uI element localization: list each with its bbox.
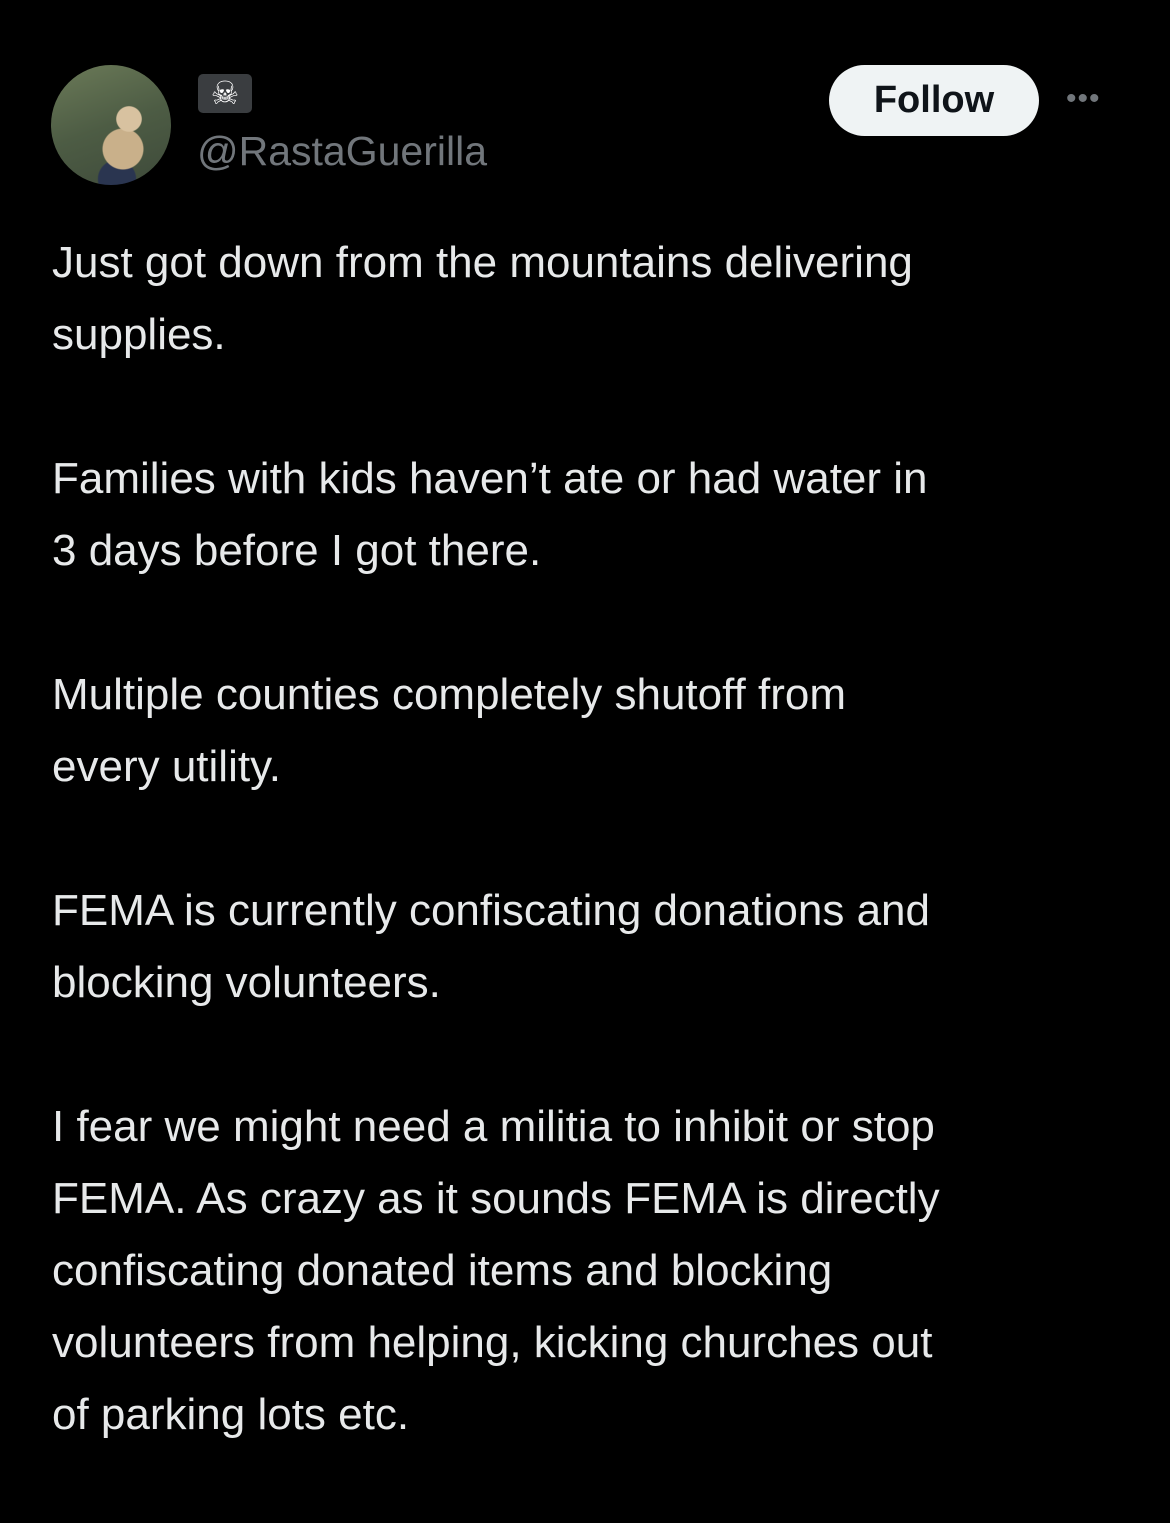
post-line: volunteers from helping, kicking churches out [52,1318,933,1367]
post-text [52,227,940,1523]
post-paragraph [52,875,940,1019]
post-paragraph [52,1091,940,1451]
post-line: of parking lots etc. [52,1390,410,1439]
post-line: Multiple counties completely shutoff from [52,670,846,719]
post-line: supplies. [52,310,226,359]
pirate-flag-display-name[interactable]: ☠ [198,74,252,113]
post-line: Just got down from the mountains delivering [52,238,913,287]
user-handle[interactable]: @RastaGuerilla [197,128,488,174]
post-paragraph [52,443,940,587]
post-line: every utility. [52,742,282,791]
post-line: FEMA. As crazy as it sounds FEMA is directly [52,1174,940,1223]
post-line: Families with kids haven’t ate or had water in [52,454,928,503]
more-options-icon[interactable]: ••• [1066,82,1101,115]
post-line: 3 days before I got there. [52,526,542,575]
post-line: FEMA is currently confiscating donations and [52,886,931,935]
post-paragraph [52,659,940,803]
post-line: blocking volunteers. [52,958,441,1007]
post-line: I fear we might need a militia to inhibit or stop [52,1102,935,1151]
follow-button[interactable]: Follow [829,65,1039,136]
post-line: confiscating donated items and blocking [52,1246,833,1295]
post-paragraph [52,227,940,371]
avatar[interactable] [51,65,171,185]
